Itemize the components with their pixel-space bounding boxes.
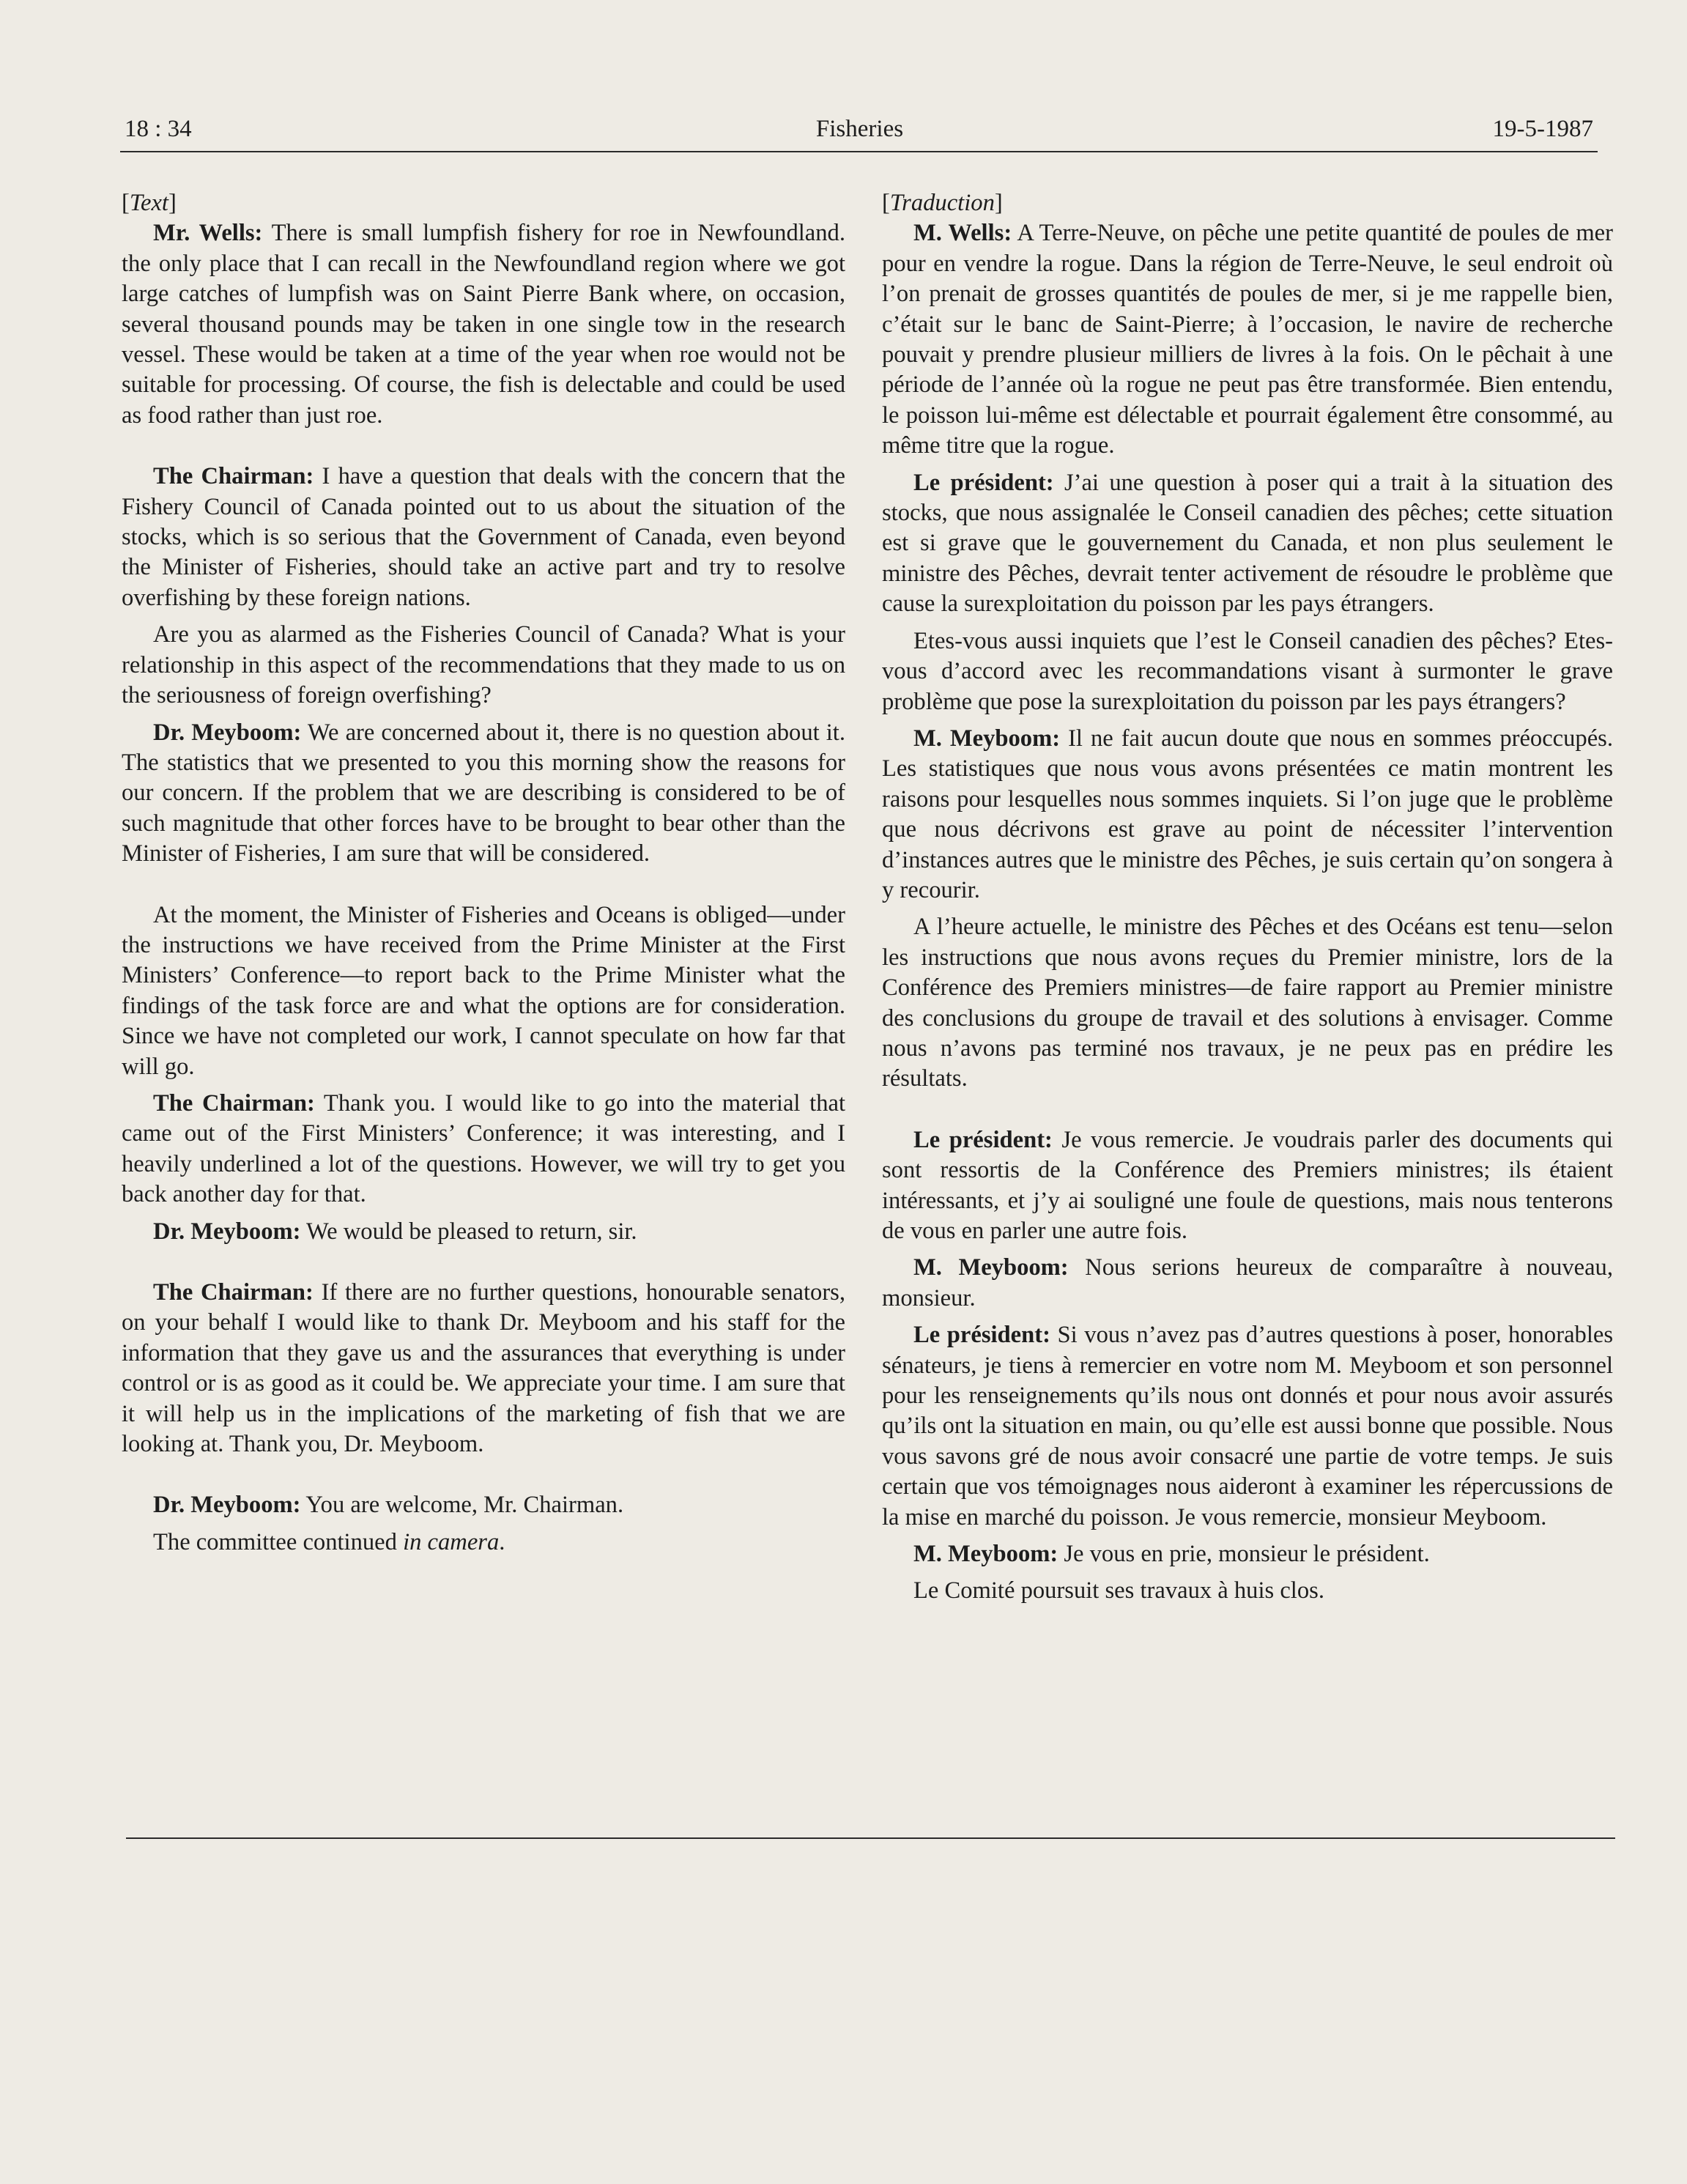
paragraph: Le président: Je vous remercie. Je voudrais parler des documents qui sont ressortis de la Conférence des Premiers ministres; ils étaient intéressants, et j’y ai souligné une foule de questions, mais nous tenterons de vous en parler une autre fois. <box>882 1126 1613 1244</box>
speaker-name: Le président: <box>913 469 1054 496</box>
closing-note: The committee continued in camera. <box>153 1528 505 1555</box>
speaker-name: M. Meyboom: <box>913 725 1061 752</box>
page-number: 18 : 34 <box>125 116 192 142</box>
header-date: 19-5-1987 <box>1492 116 1593 142</box>
paragraph: Etes-vous aussi inquiets que l’est le Conseil canadien des pêches? Etes-vous d’accord avec les recommandations visant à surmonter le grave problème que pose la surexploitation du poisson par les pays étrangers? <box>882 627 1613 715</box>
paragraph: Are you as alarmed as the Fisheries Council of Canada? What is your relationship in this aspect of the recommendations that they made to us on the seriousness of foreign overfishing? <box>122 621 845 709</box>
page-header <box>120 110 1599 154</box>
french-column <box>882 188 1613 1613</box>
speaker-name: The Chairman: <box>153 463 314 490</box>
paragraph: Mr. Wells: There is small lumpfish fishery for roe in Newfoundland. the only place that I can recall in the Newfoundland region where we got large catches of lumpfish was on Saint Pierre Bank where, on occasion, several thousand pounds may be taken in one single tow in the research vessel. These would be taken at a time of the year when roe would not be suitable for processing. Of course, the fish is delectable and could be used as food rather than just roe. <box>122 220 845 429</box>
paragraph: Dr. Meyboom: We would be pleased to return, sir. <box>153 1218 637 1245</box>
paragraph: The Chairman: If there are no further questions, honourable senators, on your behalf I would like to thank Dr. Meyboom and his staff for the information that they gave us and the assurances that everything is under control or is as good as it could be. We appreciate your time. I am sure that it will help us in the implications of the marketing of fish that we are looking at. Thank you, Dr. Meyboom. <box>122 1279 845 1458</box>
paragraph: M. Meyboom: Nous serions heureux de comparaître à nouveau, monsieur. <box>882 1254 1613 1311</box>
speaker-name: The Chairman: <box>153 1089 315 1117</box>
speaker-name: M. Meyboom: <box>913 1254 1069 1281</box>
paragraph: The Chairman: Thank you. I would like to go into the material that came out of the First Ministers’ Conference; it was interesting, and I heavily underlined a lot of the questions. However, we will try to get you back another day for that. <box>122 1089 846 1208</box>
paragraph: A l’heure actuelle, le ministre des Pêches et des Océans est tenu—selon les instructions que nous avons reçues du Premier ministre, lors de la Conférence des Premiers ministres—de faire rapport au Premier ministre des conclusions du groupe de travail et des solutions à envisager. Comme nous n’avons pas terminé nos travaux, je ne peux pas en prédire les résultats. <box>882 914 1613 1092</box>
speaker-name: Le président: <box>913 1126 1053 1153</box>
speaker-name: Dr. Meyboom: <box>153 1492 301 1519</box>
paragraph: At the moment, the Minister of Fisheries and Oceans is obliged—under the instructions we have received from the Prime Minister at the First Ministers’ Conference—to report back to the Prime Minister what the findings of the task force are and what the options are for consideration. Since we have not completed our work, I cannot speculate on how far that will go. <box>122 901 845 1080</box>
paragraph: M. Meyboom: Je vous en prie, monsieur le président. <box>913 1541 1430 1568</box>
paragraph: M. Wells: A Terre-Neuve, on pêche une petite quantité de poules de mer pour en vendre la rogue. Dans la région de Terre-Neuve, le seul endroit où l’on prenait de grosses quantités de poules de mer, si je me rappelle bien, c’était sur le banc de Saint-Pierre; à l’occasion, le navire de recherche pouvait y prendre plusieur milliers de livres à la fois. On le pêchait à une période de l’année où la rogue ne peut pas être transformée. Bien entendu, le poisson lui-même est délectable et pourrait également être consommé, au même titre que la rogue. <box>882 220 1613 459</box>
footer-rule <box>126 1837 1615 1839</box>
paragraph: Dr. Meyboom: You are welcome, Mr. Chairman. <box>153 1492 624 1519</box>
language-tag: [Traduction] <box>882 190 1003 216</box>
paragraph: Le président: J’ai une question à poser qui a trait à la situation des stocks, que nous assignalée le Conseil canadien des pêches; cette situation est si grave que le gouvernement du Canada, et non plus seulement le ministre des Pêches, devrait tenter activement de résoudre le problème que cause la surexploitation du poisson par les pays étrangers. <box>882 469 1614 618</box>
speaker-name: Mr. Wells: <box>153 220 263 247</box>
speaker-name: Le président: <box>913 1322 1050 1349</box>
running-title: Fisheries <box>815 116 904 142</box>
paragraph: Dr. Meyboom: We are concerned about it, there is no question about it. The statistics that we presented to you this morning show the reasons for our concern. If the problem that we are describing is considered to be of such magnitude that other forces have to be brought to bear other than the Minister of Fisheries, I am sure that will be considered. <box>122 719 845 867</box>
speaker-name: The Chairman: <box>153 1279 314 1306</box>
speaker-name: M. Meyboom: <box>913 1541 1058 1568</box>
english-column <box>122 188 845 1564</box>
language-tag: [Text] <box>122 190 177 216</box>
speaker-name: M. Wells: <box>913 220 1012 247</box>
header-rule <box>120 151 1598 152</box>
paragraph: M. Meyboom: Il ne fait aucun doute que nous en sommes préoccupés. Les statistiques que nous vous avons présentées ce matin montrent les raisons pour lesquelles nous sommes inquiets. Si l’on juge que le problème que nous décrivons est grave au point de nécessiter l’intervention d’instances autres que le ministre des Pêches, je suis certain qu’on songera à y recourir. <box>882 725 1613 903</box>
closing-note: Le Comité poursuit ses travaux à huis clos. <box>913 1577 1324 1604</box>
speaker-name: Dr. Meyboom: <box>153 719 302 746</box>
speaker-name: Dr. Meyboom: <box>153 1218 301 1245</box>
paragraph: The Chairman: I have a question that deals with the concern that the Fishery Council of Canada pointed out to us about the situation of the stocks, which is so serious that the Government of Canada, even beyond the Minister of Fisheries, should take an active part and try to resolve overfishing by these foreign nations. <box>122 463 846 611</box>
paragraph: Le président: Si vous n’avez pas d’autres questions à poser, honorables sénateurs, je tiens à remercier en votre nom M. Meyboom et son personnel pour les renseignements qu’ils nous ont donnés et pour nous avoir assurés qu’ils ont la situation en main, ou qu’elle est aussi bonne que possible. Nous vous savons gré de nous avoir consacré une partie de votre temps. Je suis certain que vos témoignages nous aideront à examiner les répercussions de la mise en marché du poisson. Je vous remercie, monsieur Meyboom. <box>882 1322 1614 1530</box>
